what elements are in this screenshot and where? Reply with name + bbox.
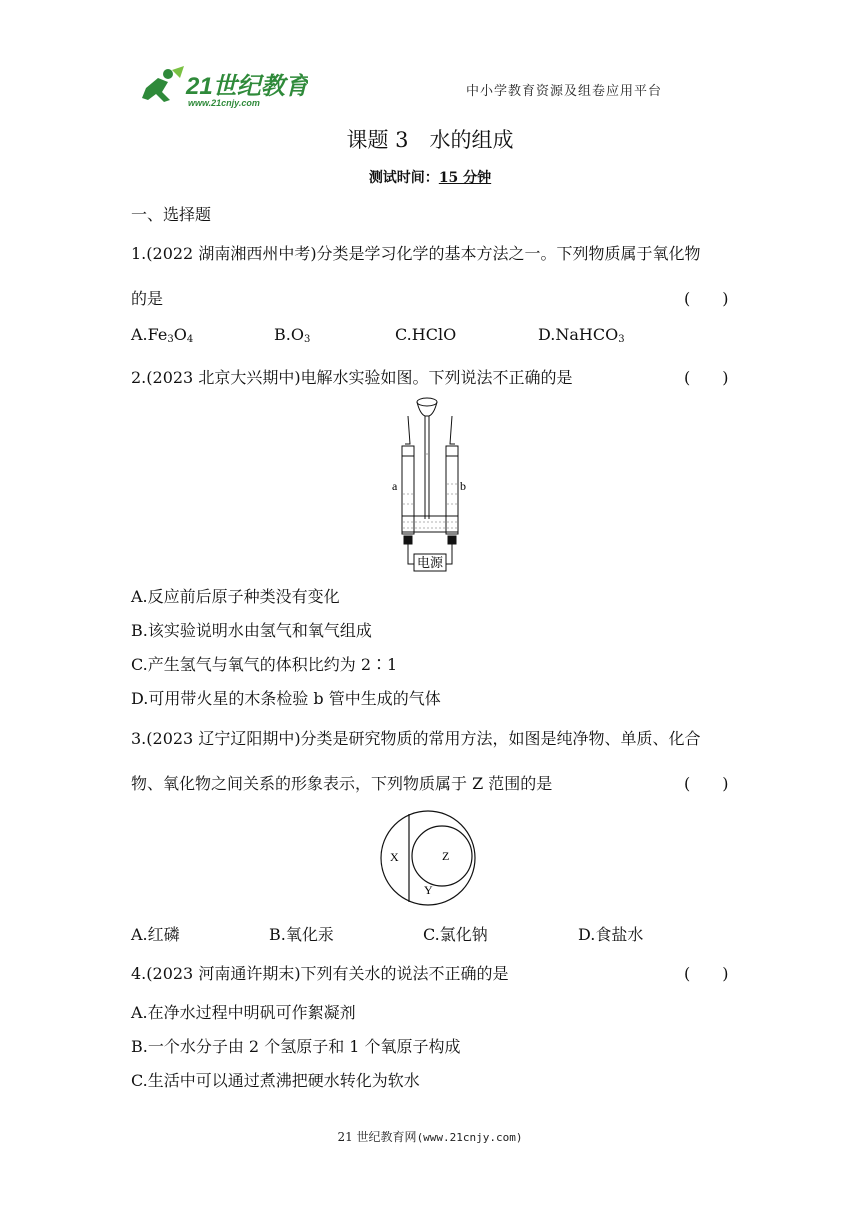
q2-option-b: B.该实验说明水由氢气和氧气组成 (131, 621, 372, 640)
platform-name: 中小学教育资源及组卷应用平台 (466, 84, 663, 99)
q4-stem: 4.(2023 河南通许期末)下列有关水的说法不正确的是 (131, 964, 509, 983)
q1-option-c: C.HClO (395, 325, 457, 344)
q3-option-a: A.红磷 (131, 925, 180, 944)
q3-option-c: C.氯化钠 (423, 925, 488, 944)
q2-option-a: A.反应前后原子种类没有变化 (131, 587, 340, 606)
logo-url: www.21cnjy.com (188, 98, 260, 108)
tube-b-label: b (460, 479, 466, 493)
electrolysis-figure (380, 394, 480, 576)
q2-answer-blank: ( ) (684, 368, 729, 387)
section-heading: 一、选择题 (131, 205, 212, 224)
power-source-label: 电源 (417, 556, 444, 571)
q2-option-c: C.产生氢气与氧气的体积比约为 2∶1 (131, 655, 398, 674)
q2-option-d: D.可用带火星的木条检验 b 管中生成的气体 (131, 689, 441, 708)
logo-text: 21世纪教育 (186, 73, 308, 100)
page-title: 课题 3 水的组成 (346, 128, 514, 152)
region-z-label: Z (442, 849, 450, 863)
page-footer (0, 1128, 860, 1145)
q1-option-a: $A.Fe_3O_4$ (131, 325, 194, 345)
region-y-label: Y (424, 883, 433, 897)
footer-text: 21 世纪教育网 (337, 1130, 417, 1144)
region-x-label: X (390, 850, 399, 864)
site-logo (138, 64, 308, 110)
q4-answer-blank: ( ) (684, 964, 729, 983)
q2-stem: 2.(2023 北京大兴期中)电解水实验如图。下列说法不正确的是 (131, 368, 573, 387)
test-time (0, 167, 860, 187)
q1-option-d: D.NaHCO$_3$ (538, 325, 625, 345)
q1-option-b: $B.O_3$ (274, 325, 311, 345)
q3-option-d: D.食盐水 (578, 925, 644, 944)
test-time-label: 测试时间： (368, 170, 439, 186)
footer-url: (www.21cnjy.com) (416, 1131, 523, 1144)
q4-option-a: A.在净水过程中明矾可作絮凝剂 (131, 1003, 356, 1022)
tube-a-label: a (392, 479, 398, 493)
q1-stem-line1: 1.(2022 湖南湘西州中考)分类是学习化学的基本方法之一。下列物质属于氧化物 (131, 244, 701, 263)
q3-answer-blank: ( ) (684, 774, 729, 793)
q4-option-c: C.生活中可以通过煮沸把硬水转化为软水 (131, 1071, 420, 1090)
runner-logo-icon (138, 64, 308, 110)
test-time-value: 15 分钟 (438, 170, 492, 186)
q4-option-b: B.一个水分子由 2 个氢原子和 1 个氧原子构成 (131, 1037, 461, 1056)
q1-answer-blank: ( ) (684, 289, 729, 308)
q3-option-b: B.氧化汞 (269, 925, 334, 944)
q3-stem-line1: 3.(2023 辽宁辽阳期中)分类是研究物质的常用方法，如图是纯净物、单质、化合 (131, 729, 701, 748)
q1-stem-line2: 的是 (131, 289, 164, 308)
q3-stem-line2: 物、氧化物之间关系的形象表示，下列物质属于 Z 范围的是 (131, 774, 553, 793)
classification-figure (378, 808, 478, 908)
